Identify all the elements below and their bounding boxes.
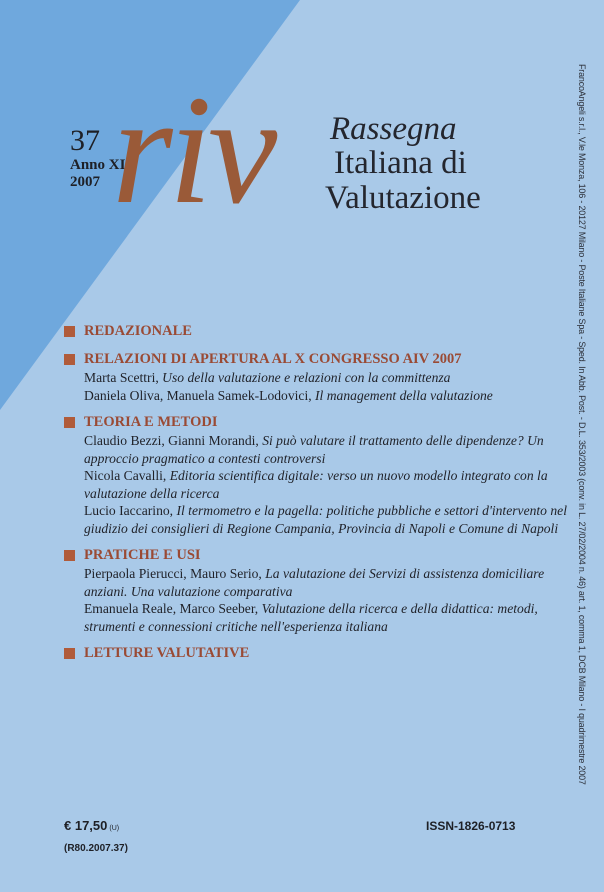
issue-year: 2007	[70, 174, 100, 190]
toc-section	[64, 644, 584, 663]
toc-section	[64, 546, 584, 635]
entry-title: Si può valutare il trattamento delle dipendenze? Un approccio pragmatico a contesti controversi	[84, 433, 544, 466]
section-heading-text: REDAZIONALE	[84, 323, 192, 339]
toc-section	[64, 322, 584, 341]
toc-entry	[84, 565, 584, 600]
table-of-contents	[64, 322, 584, 672]
section-heading	[64, 413, 584, 432]
square-bullet-icon	[64, 354, 75, 365]
square-bullet-icon	[64, 648, 75, 659]
toc-entry	[84, 600, 584, 635]
journal-title-line3: Valutazione	[325, 179, 481, 216]
entry-authors: Lucio Iaccarino,	[84, 503, 174, 518]
section-heading	[64, 322, 584, 341]
entry-authors: Nicola Cavalli,	[84, 468, 167, 483]
issue-number: 37	[70, 124, 100, 157]
entry-authors: Marta Scettri,	[84, 370, 159, 385]
toc-entry	[84, 467, 584, 502]
toc-entry	[84, 432, 584, 467]
entry-title: La valutazione dei Servizi di assistenza domiciliare anziani. Una valutazione comparativa	[84, 566, 545, 599]
square-bullet-icon	[64, 550, 75, 561]
section-heading-text: LETTURE VALUTATIVE	[84, 645, 250, 661]
entry-title: Il management della valutazione	[315, 387, 493, 403]
price	[64, 818, 119, 833]
entry-title: Valutazione della ricerca e della didattica: metodi, strumenti e connessioni critiche nell'esperienza italiana	[84, 601, 538, 634]
entry-title: Il termometro e la pagella: politiche pubbliche e settori d'intervento nel giudizio dei consiglieri di Regione Campania, Provincia di Napoli e Comune di Napoli	[84, 503, 567, 536]
entry-authors: Emanuela Reale, Marco Seeber,	[84, 601, 259, 616]
entry-authors: Claudio Bezzi, Gianni Morandi,	[84, 433, 259, 448]
entry-authors: Daniela Oliva, Manuela Samek-Lodovici,	[84, 387, 312, 403]
journal-title-line1: Rassegna	[330, 111, 457, 147]
toc-entry	[84, 387, 584, 405]
section-heading-text: TEORIA E METODI	[84, 414, 218, 430]
section-heading-text: PRATICHE E USI	[84, 547, 201, 563]
product-code: (R80.2007.37)	[64, 843, 128, 854]
journal-logo: riv	[112, 63, 274, 236]
entry-authors: Pierpaola Pierucci, Mauro Serio,	[84, 566, 262, 581]
section-heading	[64, 644, 584, 663]
toc-section	[64, 350, 584, 404]
toc-entry	[84, 369, 584, 387]
entry-title: Editoria scientifica digitale: verso un nuovo modello integrato con la valutazione della ricerca	[84, 468, 548, 501]
price-note: (U)	[109, 825, 120, 832]
square-bullet-icon	[64, 417, 75, 428]
journal-title	[325, 111, 481, 216]
spine-text: FrancoAngeli s.r.l., V.le Monza, 106 - 20127 Milano - Poste Italiane Spa - Sped. In Abb. Post. - D.L. 353/2003 (conv. in L. 27/02/2004 n. 46) art. 1, comma 1, DCB Milano - I quadrimestre 2007	[577, 64, 587, 785]
issue-volume: Anno XI	[70, 157, 126, 173]
square-bullet-icon	[64, 326, 75, 337]
section-heading	[64, 350, 584, 369]
entry-title: Uso della valutazione e relazioni con la committenza	[162, 370, 451, 385]
section-heading-text: RELAZIONI DI APERTURA AL X CONGRESSO AIV 2007	[84, 351, 462, 367]
toc-entry	[84, 502, 584, 537]
issn: ISSN-1826-0713	[426, 819, 516, 833]
section-heading	[64, 546, 584, 565]
price-value: € 17,50	[64, 818, 108, 833]
journal-title-line2: Italiana di	[334, 145, 467, 182]
toc-section	[64, 413, 584, 537]
